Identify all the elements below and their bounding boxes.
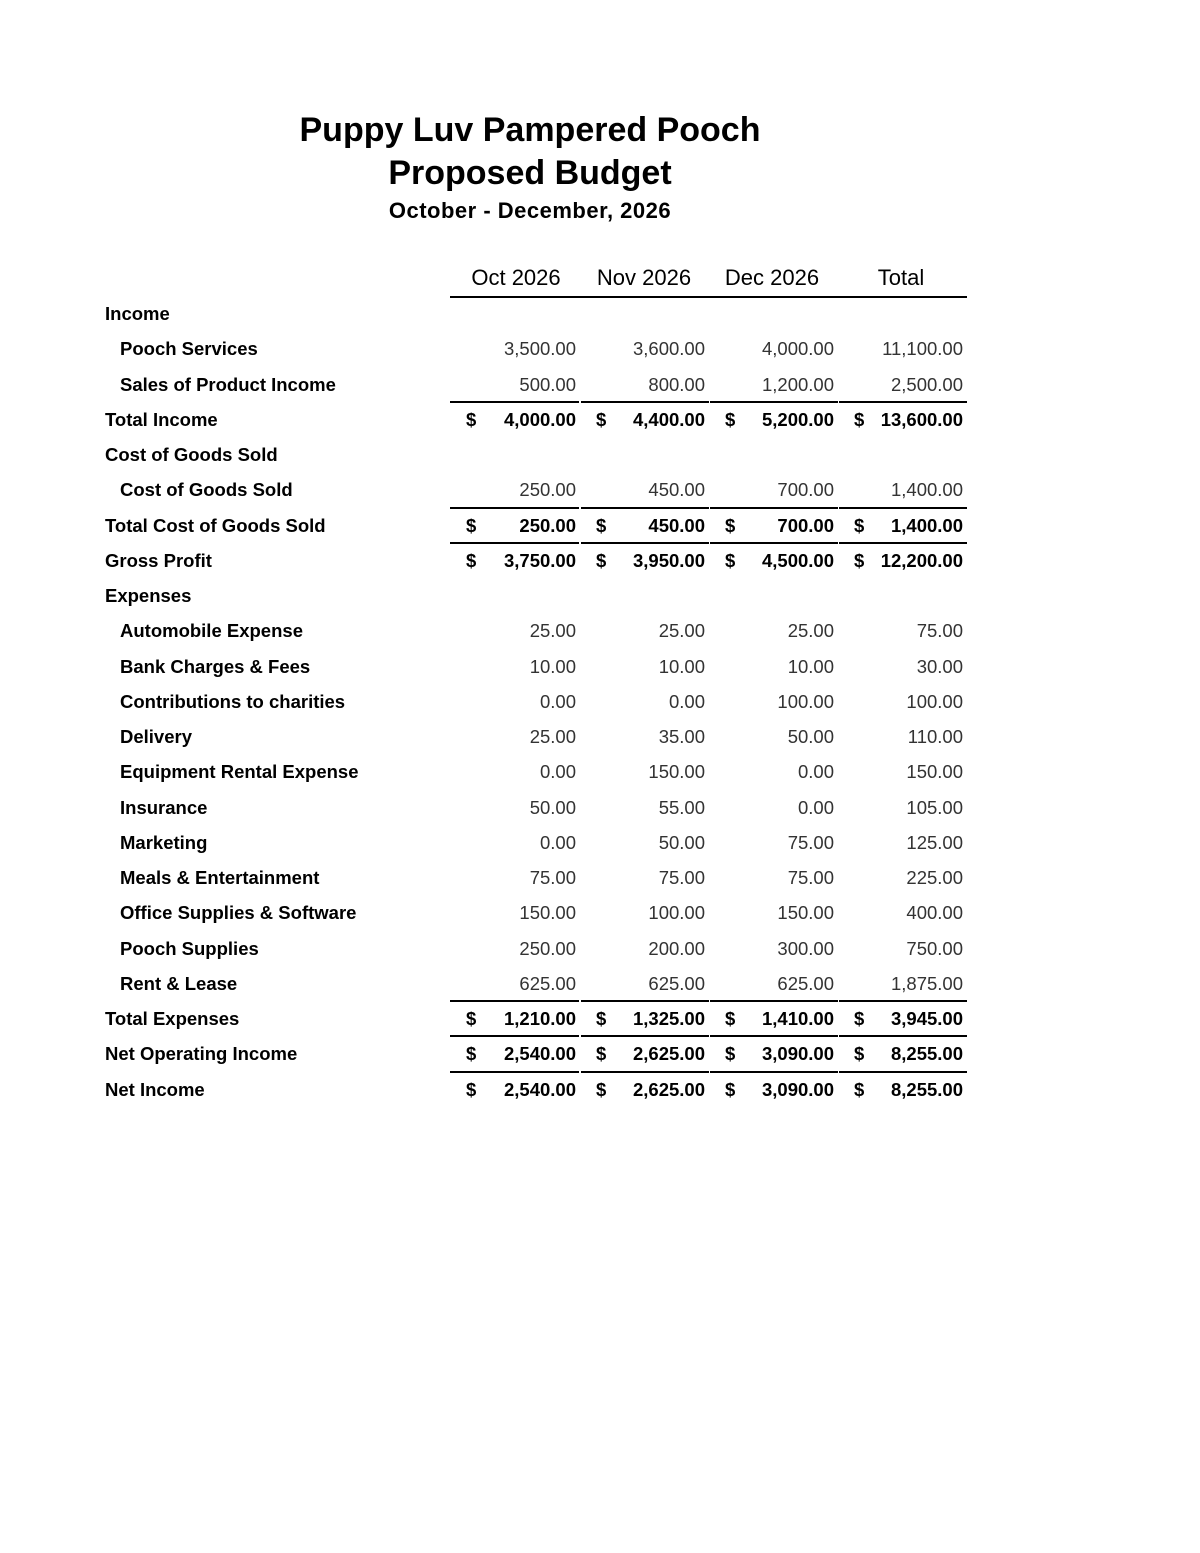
value-cell bbox=[838, 655, 967, 679]
currency-symbol: $ bbox=[466, 1008, 477, 1029]
table-row bbox=[0, 613, 1200, 648]
amount: 3,090.00 bbox=[761, 1078, 834, 1100]
total-row bbox=[0, 1036, 1200, 1071]
table-row bbox=[0, 931, 1200, 966]
value-cell bbox=[709, 619, 838, 643]
amount: 0.00 bbox=[797, 761, 834, 783]
table-row bbox=[0, 331, 1200, 366]
value-cell bbox=[450, 337, 580, 361]
amount: 150.00 bbox=[906, 761, 963, 783]
value-cell bbox=[838, 760, 967, 784]
row-label-equipment-rental-expense: Equipment Rental Expense bbox=[120, 761, 359, 783]
value-cell bbox=[580, 619, 709, 643]
row-label-expenses: Expenses bbox=[105, 585, 192, 606]
value-cell bbox=[709, 514, 838, 538]
currency-symbol: $ bbox=[725, 514, 736, 536]
value-cell bbox=[709, 1078, 838, 1102]
amount: 200.00 bbox=[648, 937, 705, 959]
value-cell bbox=[450, 690, 580, 714]
table-row bbox=[0, 860, 1200, 895]
value-cell bbox=[580, 1007, 709, 1031]
value-cell bbox=[450, 760, 580, 784]
value-cell bbox=[838, 549, 967, 573]
value-cell bbox=[838, 1042, 967, 1066]
value-cell bbox=[450, 725, 580, 749]
amount: 400.00 bbox=[906, 902, 963, 924]
row-label-pooch-supplies: Pooch Supplies bbox=[120, 937, 259, 959]
currency-symbol: $ bbox=[596, 1078, 607, 1100]
value-cell bbox=[580, 514, 709, 538]
amount: 2,500.00 bbox=[890, 373, 963, 395]
amount: 625.00 bbox=[777, 972, 834, 994]
value-cell bbox=[580, 1078, 709, 1102]
company-name: Puppy Luv Pampered Pooch bbox=[299, 111, 761, 149]
row-label-income: Income bbox=[105, 303, 170, 324]
amount: 700.00 bbox=[777, 479, 834, 501]
value-cell bbox=[450, 831, 580, 855]
currency-symbol: $ bbox=[596, 408, 607, 430]
currency-symbol: $ bbox=[596, 1043, 607, 1065]
row-label-gross-profit: Gross Profit bbox=[105, 549, 212, 571]
row-label-delivery: Delivery bbox=[120, 726, 192, 747]
currency-symbol: $ bbox=[725, 1008, 736, 1029]
amount: 35.00 bbox=[658, 726, 705, 747]
amount: 50.00 bbox=[658, 831, 705, 853]
amount: 250.00 bbox=[519, 937, 576, 959]
amount: 0.00 bbox=[539, 761, 576, 783]
amount: 0.00 bbox=[539, 831, 576, 853]
row-label-total-cost-of-goods-sold: Total Cost of Goods Sold bbox=[105, 514, 326, 536]
amount: 75.00 bbox=[787, 867, 834, 888]
amount: 75.00 bbox=[658, 867, 705, 888]
row-label-total-expenses: Total Expenses bbox=[105, 1008, 240, 1029]
column-header-total: Total bbox=[877, 265, 925, 290]
value-cell bbox=[838, 337, 967, 361]
amount: 700.00 bbox=[777, 514, 834, 536]
row-label-net-operating-income: Net Operating Income bbox=[105, 1043, 298, 1065]
amount: 2,625.00 bbox=[632, 1043, 705, 1065]
row-label-cost-of-goods-sold: Cost of Goods Sold bbox=[105, 444, 278, 465]
section-header-row bbox=[0, 296, 1200, 331]
row-label-sales-of-product-income: Sales of Product Income bbox=[120, 373, 336, 395]
column-header-dec: Dec 2026 bbox=[724, 265, 820, 290]
amount: 8,255.00 bbox=[890, 1043, 963, 1065]
amount: 750.00 bbox=[906, 937, 963, 959]
amount: 450.00 bbox=[648, 514, 705, 536]
value-cell bbox=[838, 725, 967, 749]
amount: 3,945.00 bbox=[890, 1008, 963, 1029]
value-cell bbox=[450, 408, 580, 432]
row-label-office-supplies-and-software: Office Supplies & Software bbox=[120, 902, 357, 924]
amount: 4,000.00 bbox=[503, 408, 576, 430]
value-cell bbox=[450, 901, 580, 925]
currency-symbol: $ bbox=[854, 1078, 865, 1100]
amount: 3,090.00 bbox=[761, 1043, 834, 1065]
amount: 1,875.00 bbox=[890, 972, 963, 994]
amount: 105.00 bbox=[906, 796, 963, 818]
value-cell bbox=[580, 690, 709, 714]
amount: 1,325.00 bbox=[632, 1008, 705, 1029]
value-cell bbox=[709, 549, 838, 573]
currency-symbol: $ bbox=[596, 1008, 607, 1029]
row-label-automobile-expense: Automobile Expense bbox=[120, 620, 303, 642]
currency-symbol: $ bbox=[725, 408, 736, 430]
amount: 800.00 bbox=[648, 373, 705, 395]
value-cell bbox=[709, 901, 838, 925]
amount: 1,210.00 bbox=[503, 1008, 576, 1029]
currency-symbol: $ bbox=[854, 408, 865, 430]
value-cell bbox=[709, 373, 838, 397]
amount: 100.00 bbox=[906, 690, 963, 712]
row-label-cost-of-goods-sold: Cost of Goods Sold bbox=[120, 479, 293, 501]
section-header-row bbox=[0, 437, 1200, 472]
value-cell bbox=[580, 337, 709, 361]
total-row bbox=[0, 1072, 1200, 1107]
amount: 75.00 bbox=[529, 867, 576, 888]
row-label-net-income: Net Income bbox=[105, 1078, 205, 1100]
amount: 150.00 bbox=[648, 761, 705, 783]
currency-symbol: $ bbox=[854, 1043, 865, 1065]
amount: 25.00 bbox=[787, 620, 834, 642]
amount: 0.00 bbox=[539, 690, 576, 712]
currency-symbol: $ bbox=[466, 408, 477, 430]
amount: 150.00 bbox=[519, 902, 576, 924]
table-row bbox=[0, 367, 1200, 402]
currency-symbol: $ bbox=[466, 1078, 477, 1100]
column-header-oct: Oct 2026 bbox=[471, 265, 561, 290]
value-cell bbox=[580, 866, 709, 890]
amount: 100.00 bbox=[777, 690, 834, 712]
column-header-nov: Nov 2026 bbox=[596, 265, 692, 290]
value-cell bbox=[838, 831, 967, 855]
amount: 3,600.00 bbox=[632, 338, 705, 360]
currency-symbol: $ bbox=[466, 549, 477, 571]
amount: 500.00 bbox=[519, 373, 576, 395]
amount: 250.00 bbox=[519, 514, 576, 536]
value-cell bbox=[580, 1042, 709, 1066]
amount: 75.00 bbox=[787, 831, 834, 853]
row-label-pooch-services: Pooch Services bbox=[120, 338, 258, 360]
amount: 4,400.00 bbox=[632, 408, 705, 430]
section-header-row bbox=[0, 578, 1200, 613]
currency-symbol: $ bbox=[466, 1043, 477, 1065]
value-cell bbox=[709, 1007, 838, 1031]
value-cell bbox=[838, 937, 967, 961]
currency-symbol: $ bbox=[725, 1078, 736, 1100]
value-cell bbox=[838, 866, 967, 890]
amount: 10.00 bbox=[787, 655, 834, 677]
amount: 100.00 bbox=[648, 902, 705, 924]
total-row bbox=[0, 402, 1200, 437]
value-cell bbox=[709, 408, 838, 432]
value-cell bbox=[838, 619, 967, 643]
value-cell bbox=[450, 1042, 580, 1066]
amount: 300.00 bbox=[777, 937, 834, 959]
amount: 2,540.00 bbox=[503, 1043, 576, 1065]
value-cell bbox=[838, 478, 967, 502]
report-title: Proposed Budget bbox=[388, 154, 672, 192]
value-cell bbox=[838, 1007, 967, 1031]
amount: 125.00 bbox=[906, 831, 963, 853]
value-cell bbox=[450, 655, 580, 679]
amount: 150.00 bbox=[777, 902, 834, 924]
amount: 0.00 bbox=[668, 690, 705, 712]
amount: 625.00 bbox=[648, 972, 705, 994]
row-label-bank-charges-and-fees: Bank Charges & Fees bbox=[120, 655, 311, 677]
amount: 13,600.00 bbox=[880, 408, 963, 430]
table-row bbox=[0, 895, 1200, 930]
amount: 1,400.00 bbox=[890, 514, 963, 536]
amount: 225.00 bbox=[906, 867, 963, 888]
value-cell bbox=[580, 655, 709, 679]
value-cell bbox=[450, 514, 580, 538]
table-row bbox=[0, 754, 1200, 789]
amount: 75.00 bbox=[916, 620, 963, 642]
row-label-total-income: Total Income bbox=[105, 408, 218, 430]
amount: 4,500.00 bbox=[761, 549, 834, 571]
value-cell bbox=[838, 690, 967, 714]
row-label-meals-and-entertainment: Meals & Entertainment bbox=[120, 867, 320, 888]
amount: 30.00 bbox=[916, 655, 963, 677]
currency-symbol: $ bbox=[854, 1008, 865, 1029]
value-cell bbox=[450, 1007, 580, 1031]
amount: 25.00 bbox=[658, 620, 705, 642]
total-row bbox=[0, 543, 1200, 578]
value-cell bbox=[450, 972, 580, 996]
amount: 4,000.00 bbox=[761, 338, 834, 360]
amount: 55.00 bbox=[658, 796, 705, 818]
table-row bbox=[0, 790, 1200, 825]
currency-symbol: $ bbox=[854, 514, 865, 536]
value-cell bbox=[709, 1042, 838, 1066]
amount: 3,950.00 bbox=[632, 549, 705, 571]
amount: 1,200.00 bbox=[761, 373, 834, 395]
amount: 11,100.00 bbox=[882, 338, 963, 360]
value-cell bbox=[709, 866, 838, 890]
value-cell bbox=[450, 619, 580, 643]
total-row bbox=[0, 508, 1200, 543]
value-cell bbox=[580, 373, 709, 397]
amount: 450.00 bbox=[648, 479, 705, 501]
table-row bbox=[0, 649, 1200, 684]
value-cell bbox=[709, 972, 838, 996]
report-period: October - December, 2026 bbox=[388, 198, 672, 223]
value-cell bbox=[580, 901, 709, 925]
amount: 0.00 bbox=[797, 796, 834, 818]
currency-symbol: $ bbox=[725, 549, 736, 571]
amount: 25.00 bbox=[529, 620, 576, 642]
row-label-contributions-to-charities: Contributions to charities bbox=[120, 690, 346, 712]
amount: 1,410.00 bbox=[761, 1008, 834, 1029]
value-cell bbox=[450, 937, 580, 961]
value-cell bbox=[709, 796, 838, 820]
total-row bbox=[0, 1001, 1200, 1036]
value-cell bbox=[450, 373, 580, 397]
currency-symbol: $ bbox=[596, 549, 607, 571]
value-cell bbox=[450, 1078, 580, 1102]
amount: 50.00 bbox=[529, 796, 576, 818]
amount: 50.00 bbox=[787, 726, 834, 747]
table-row bbox=[0, 966, 1200, 1001]
table-row bbox=[0, 825, 1200, 860]
row-label-marketing: Marketing bbox=[120, 831, 208, 853]
amount: 3,750.00 bbox=[503, 549, 576, 571]
row-label-insurance: Insurance bbox=[120, 796, 208, 818]
amount: 2,540.00 bbox=[503, 1078, 576, 1100]
value-cell bbox=[838, 972, 967, 996]
currency-symbol: $ bbox=[596, 514, 607, 536]
amount: 250.00 bbox=[519, 479, 576, 501]
amount: 8,255.00 bbox=[890, 1078, 963, 1100]
amount: 625.00 bbox=[519, 972, 576, 994]
currency-symbol: $ bbox=[854, 549, 865, 571]
value-cell bbox=[580, 408, 709, 432]
value-cell bbox=[580, 549, 709, 573]
value-cell bbox=[709, 690, 838, 714]
amount: 12,200.00 bbox=[880, 549, 963, 571]
value-cell bbox=[580, 760, 709, 784]
value-cell bbox=[580, 937, 709, 961]
value-cell bbox=[838, 901, 967, 925]
value-cell bbox=[709, 478, 838, 502]
table-row bbox=[0, 684, 1200, 719]
amount: 10.00 bbox=[529, 655, 576, 677]
amount: 10.00 bbox=[658, 655, 705, 677]
value-cell bbox=[450, 796, 580, 820]
value-cell bbox=[838, 373, 967, 397]
value-cell bbox=[580, 796, 709, 820]
amount: 1,400.00 bbox=[890, 479, 963, 501]
value-cell bbox=[580, 972, 709, 996]
value-cell bbox=[709, 937, 838, 961]
value-cell bbox=[450, 866, 580, 890]
amount: 3,500.00 bbox=[503, 338, 576, 360]
value-cell bbox=[709, 725, 838, 749]
table-row bbox=[0, 719, 1200, 754]
amount: 110.00 bbox=[907, 726, 963, 747]
currency-symbol: $ bbox=[725, 1043, 736, 1065]
amount: 2,625.00 bbox=[632, 1078, 705, 1100]
currency-symbol: $ bbox=[466, 514, 477, 536]
value-cell bbox=[580, 478, 709, 502]
value-cell bbox=[580, 725, 709, 749]
value-cell bbox=[709, 831, 838, 855]
amount: 5,200.00 bbox=[761, 408, 834, 430]
value-cell bbox=[838, 514, 967, 538]
value-cell bbox=[709, 760, 838, 784]
row-label-rent-and-lease: Rent & Lease bbox=[120, 972, 238, 994]
value-cell bbox=[709, 337, 838, 361]
value-cell bbox=[709, 655, 838, 679]
table-row bbox=[0, 472, 1200, 507]
value-cell bbox=[450, 478, 580, 502]
value-cell bbox=[838, 1078, 967, 1102]
amount: 25.00 bbox=[529, 726, 576, 747]
value-cell bbox=[580, 831, 709, 855]
value-cell bbox=[450, 549, 580, 573]
value-cell bbox=[838, 796, 967, 820]
value-cell bbox=[838, 408, 967, 432]
